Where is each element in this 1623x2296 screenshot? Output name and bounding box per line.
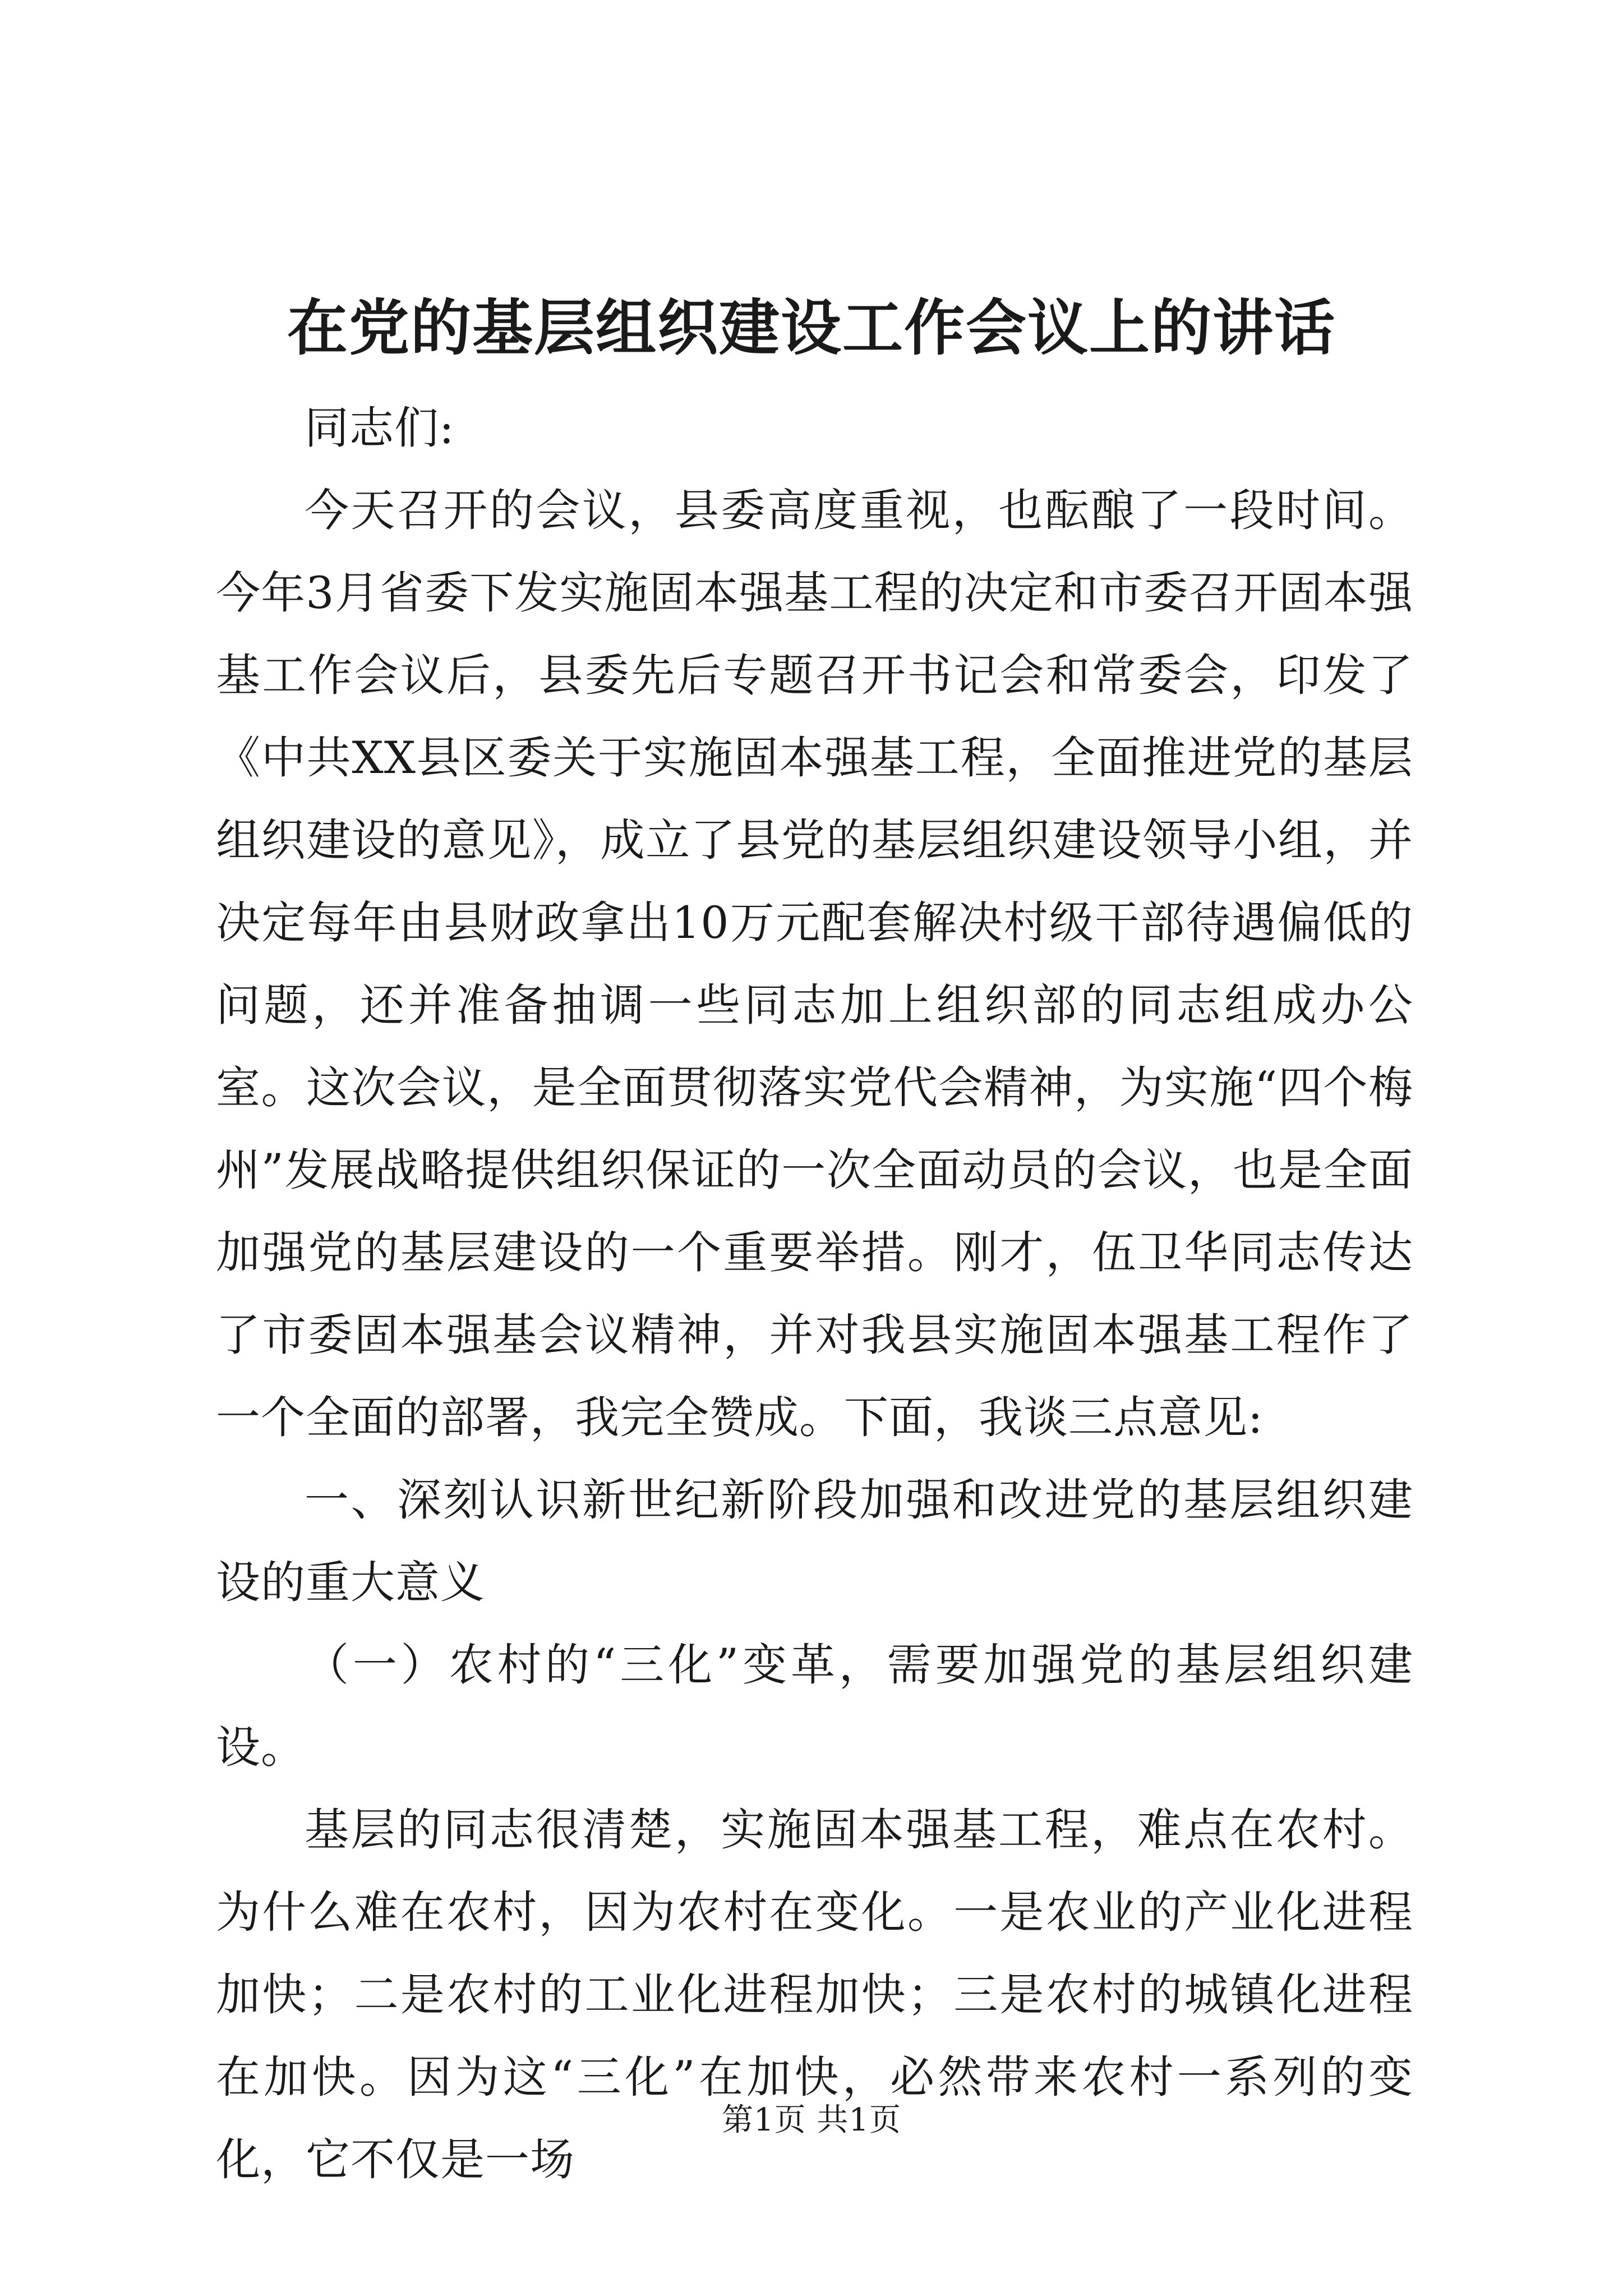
section-heading: 一、深刻认识新世纪新阶段加强和改进党的基层组织建设的重大意义 [216,1474,1413,1608]
page-footer: 第1页 共1页 [721,2102,902,2138]
intro-paragraph: 今天召开的会议，县委高度重视，也酝酿了一段时间。今年3月省委下发实施固本强基工程的决定和市委召开固本强基工作会议后，县委先后专题召开书记会和常委会，印发了《中共XX县区委关于实施固本强基工程，全面推进党的基层组织建设的意见》，成立了县党的基层组织建设领导小组，并决定每年由县财政拿出10万元配套解决村级干部待遇偏低的问题，还并准备抽调一些同志加上组织部的同志组成办公室。这次会议，是全面贯彻落实党代会精神，为实施“四个梅州”发展战略提供组织保证的一次全面动员的会议，也是全面加强党的基层建设的一个重要举措。刚才，伍卫华同志传达了市委固本强基会议精神，并对我县实施固本强基工程作了一个全面的部署，我完全赞成。下面，我谈三点意见: [216,485,1413,1443]
body-paragraph: 基层的同志很清楚，实施固本强基工程，难点在农村。为什么难在农村，因为农村在变化。一是农业的产业化进程加快；二是农村的工业化进程加快；三是农村的城镇化进程在加快。因为这“三化”在加快，必然带来农村一系列的变化，它不仅是一场 [216,1804,1413,2185]
salutation-paragraph: 同志们: [305,402,455,454]
document-title: 在党的基层组织建设工作会议上的讲话 [287,293,1336,364]
document-body [216,387,1413,2201]
subsection-heading: （一）农村的“三化”变革，需要加强党的基层组织建设。 [216,1639,1413,1773]
